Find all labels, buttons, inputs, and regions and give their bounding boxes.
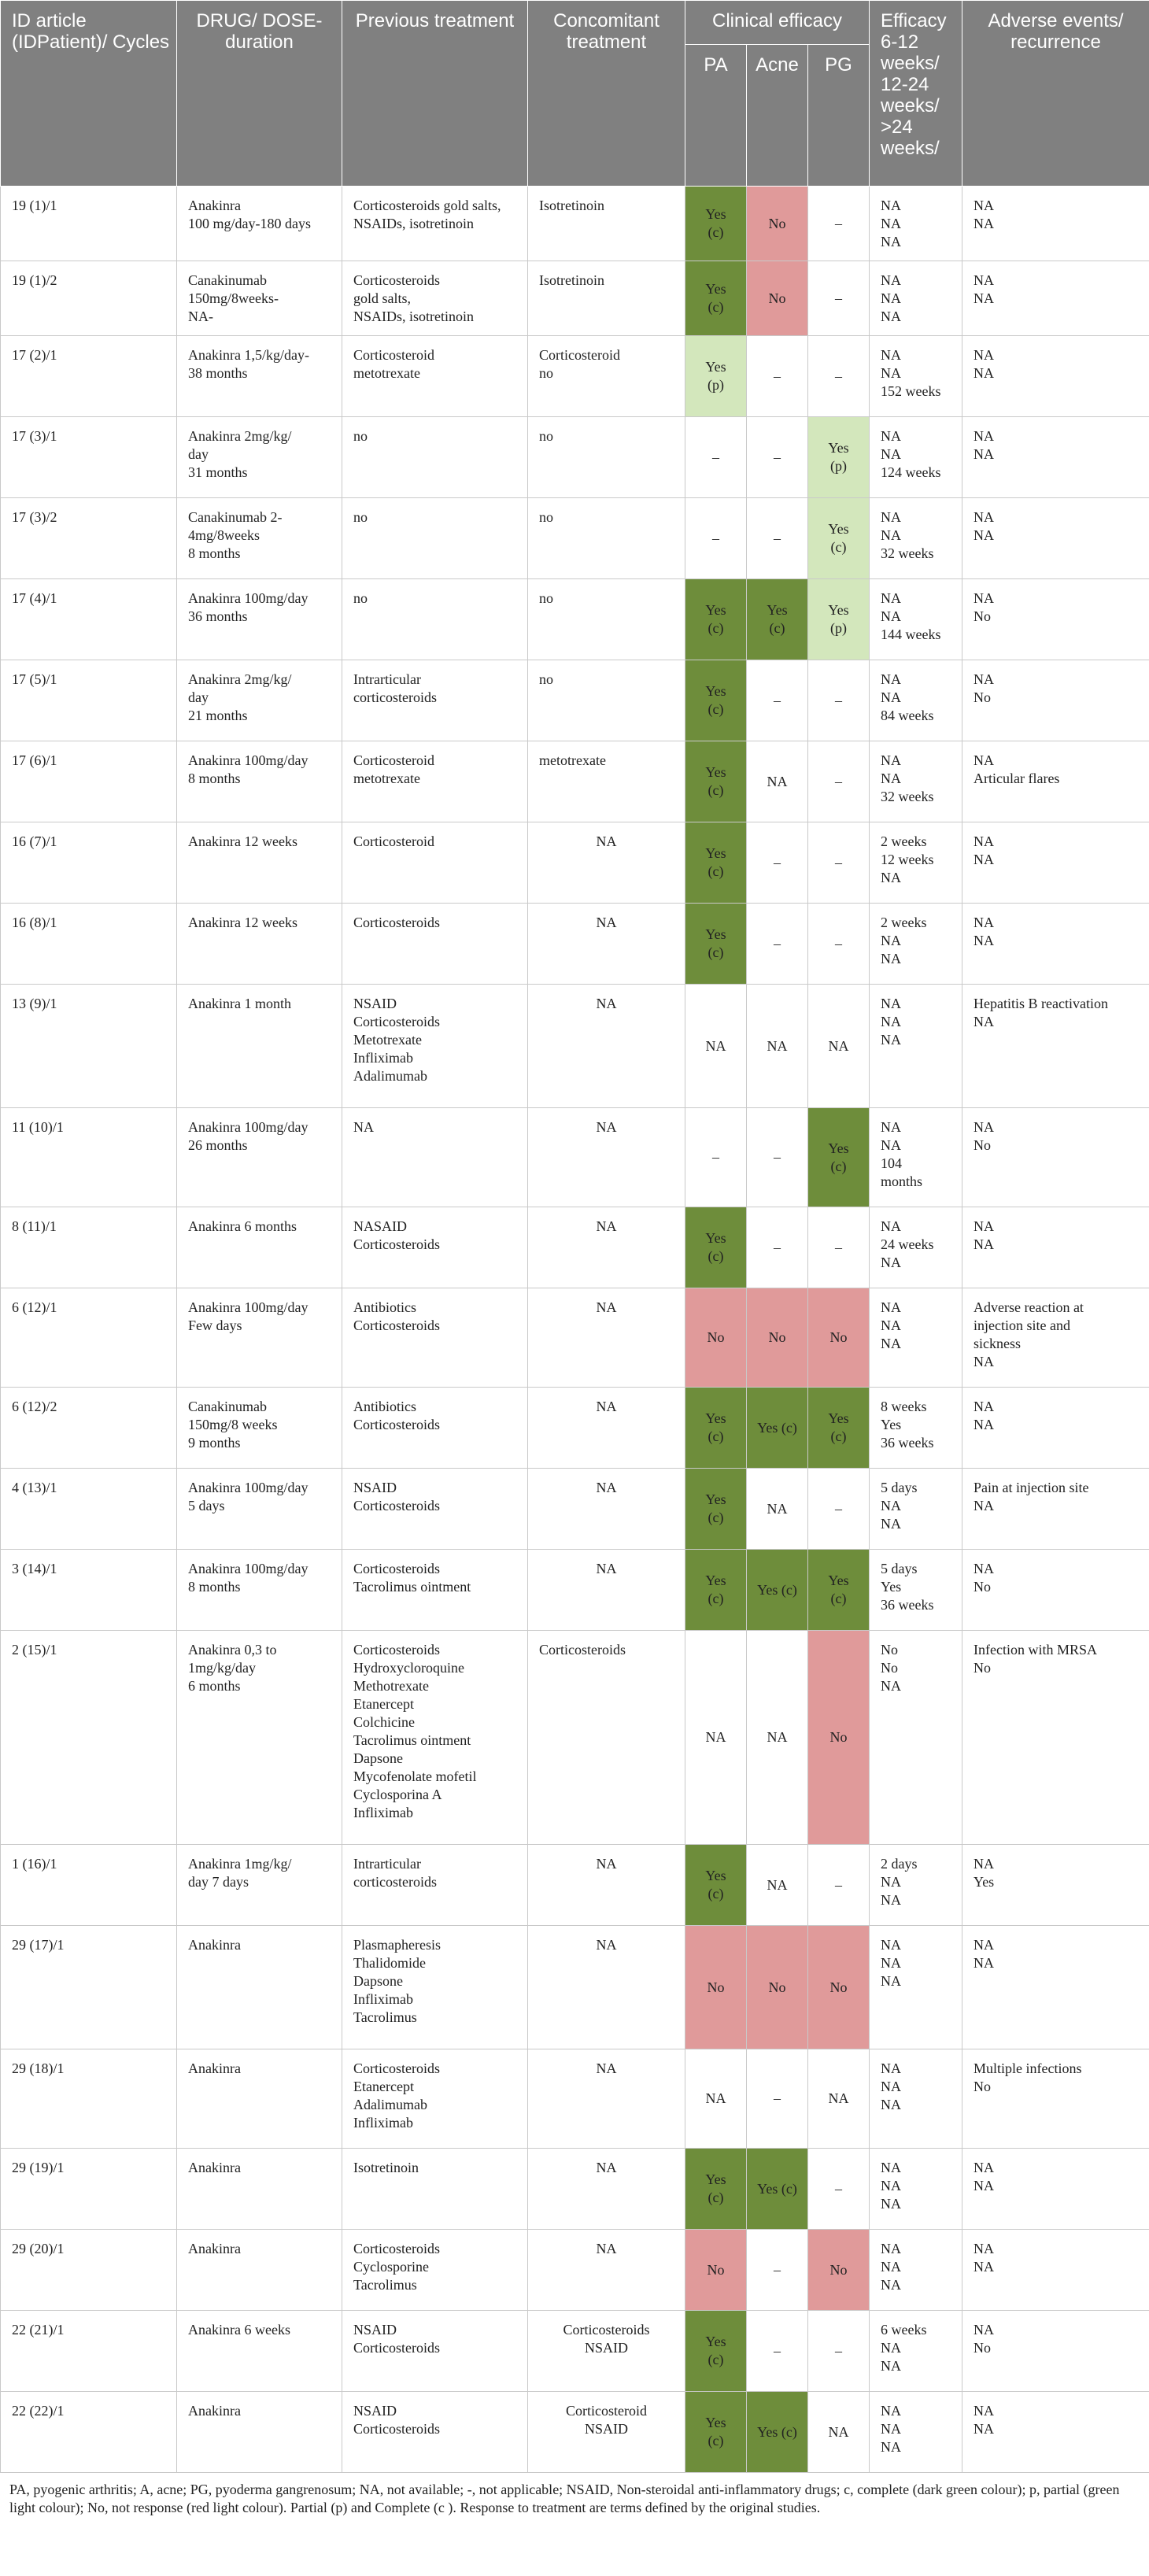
cell-adverse-events: NA NA (962, 904, 1149, 985)
cell-concomitant-treatment: NA (528, 904, 685, 985)
cell-previous-treatment: Corticosteroids Hydroxycloroquine Methotrexate Etanercept Colchicine Tacrolimus ointment Dapsone Mycofenolate mofetil Cyclosporina A Infliximab (342, 1631, 528, 1845)
cell-drug: Anakinra 100mg/day 5 days (177, 1469, 342, 1550)
cell-concomitant-treatment: NA (528, 822, 685, 904)
cell-pa: Yes (c) (685, 261, 747, 336)
cell-acne: NA (747, 1631, 808, 1845)
cell-acne: – (747, 904, 808, 985)
cell-pa: – (685, 417, 747, 498)
cell-adverse-events: Adverse reaction at injection site and sickness NA (962, 1288, 1149, 1388)
cell-acne: NA (747, 1469, 808, 1550)
header-efficacy-period: Efficacy 6-12 weeks/ 12-24 weeks/ >24 weeks/ (870, 1, 962, 187)
cell-pg: NA (808, 2392, 870, 2473)
cell-id: 17 (3)/1 (1, 417, 177, 498)
cell-acne: Yes (c) (747, 2392, 808, 2473)
cell-acne: Yes (c) (747, 2149, 808, 2230)
cell-pa: Yes (c) (685, 1845, 747, 1926)
cell-pa: No (685, 1926, 747, 2049)
cell-efficacy-period: NA NA NA (870, 2149, 962, 2230)
cell-acne: Yes (c) (747, 579, 808, 660)
cell-concomitant-treatment: Corticosteroid no (528, 336, 685, 417)
cell-concomitant-treatment: NA (528, 1288, 685, 1388)
cell-drug: Anakinra 12 weeks (177, 904, 342, 985)
cell-pg: – (808, 1207, 870, 1288)
cell-id: 22 (22)/1 (1, 2392, 177, 2473)
cell-concomitant-treatment: NA (528, 2230, 685, 2311)
header-pg: PG (808, 45, 870, 187)
cell-acne: – (747, 822, 808, 904)
cell-pg: – (808, 822, 870, 904)
cell-id: 11 (10)/1 (1, 1108, 177, 1207)
cell-id: 2 (15)/1 (1, 1631, 177, 1845)
cell-concomitant-treatment: NA (528, 1469, 685, 1550)
table-row (1, 2392, 1149, 2473)
cell-acne: No (747, 1926, 808, 2049)
cell-efficacy-period: NA NA 104 months (870, 1108, 962, 1207)
cell-efficacy-period: NA NA NA (870, 2230, 962, 2311)
cell-drug: Anakinra (177, 2392, 342, 2473)
cell-concomitant-treatment: NA (528, 1926, 685, 2049)
cell-acne: No (747, 1288, 808, 1388)
cell-drug: Anakinra (177, 1926, 342, 2049)
cell-previous-treatment: Intrarticular corticosteroids (342, 1845, 528, 1926)
cell-previous-treatment: Corticosteroid metotrexate (342, 741, 528, 822)
cell-pg: – (808, 1845, 870, 1926)
cell-concomitant-treatment: Corticosteroid NSAID (528, 2392, 685, 2473)
cell-pa: Yes (c) (685, 1207, 747, 1288)
cell-acne: – (747, 660, 808, 741)
cell-concomitant-treatment: no (528, 579, 685, 660)
cell-adverse-events: NA No (962, 660, 1149, 741)
cell-efficacy-period: NA NA 32 weeks (870, 741, 962, 822)
cell-adverse-events: NA No (962, 2311, 1149, 2392)
cell-adverse-events: NA Yes (962, 1845, 1149, 1926)
cell-drug: Anakinra 100mg/day 8 months (177, 1550, 342, 1631)
cell-previous-treatment: Intrarticular corticosteroids (342, 660, 528, 741)
cell-pa: NA (685, 1631, 747, 1845)
cell-previous-treatment: NA (342, 1108, 528, 1207)
cell-pg: Yes (p) (808, 417, 870, 498)
cell-concomitant-treatment: metotrexate (528, 741, 685, 822)
cell-id: 3 (14)/1 (1, 1550, 177, 1631)
cell-adverse-events: NA No (962, 1108, 1149, 1207)
cell-concomitant-treatment: no (528, 498, 685, 579)
cell-previous-treatment: Plasmapheresis Thalidomide Dapsone Infliximab Tacrolimus (342, 1926, 528, 2049)
header-clinical-efficacy: Clinical efficacy (685, 1, 870, 45)
cell-id: 29 (18)/1 (1, 2049, 177, 2149)
cell-id: 13 (9)/1 (1, 985, 177, 1108)
cell-drug: Anakinra 1,5/kg/day- 38 months (177, 336, 342, 417)
cell-acne: – (747, 2049, 808, 2149)
table-row (1, 1550, 1149, 1631)
cell-previous-treatment: Isotretinoin (342, 2149, 528, 2230)
cell-adverse-events: NA NA (962, 1207, 1149, 1288)
cell-adverse-events: NA NA (962, 2392, 1149, 2473)
cell-drug: Canakinumab 2- 4mg/8weeks 8 months (177, 498, 342, 579)
cell-acne: No (747, 187, 808, 261)
cell-id: 6 (12)/1 (1, 1288, 177, 1388)
cell-acne: – (747, 2311, 808, 2392)
cell-drug: Anakinra (177, 2049, 342, 2149)
cell-pg: – (808, 261, 870, 336)
table-row (1, 660, 1149, 741)
cell-adverse-events: NA NA (962, 2230, 1149, 2311)
cell-drug: Anakinra 1 month (177, 985, 342, 1108)
cell-pg: – (808, 2149, 870, 2230)
cell-adverse-events: Pain at injection site NA (962, 1469, 1149, 1550)
cell-adverse-events: NA NA (962, 1388, 1149, 1469)
header-id: ID article (IDPatient)/ Cycles (1, 1, 177, 187)
cell-concomitant-treatment: Isotretinoin (528, 187, 685, 261)
cell-id: 22 (21)/1 (1, 2311, 177, 2392)
table-row (1, 904, 1149, 985)
cell-pa: Yes (c) (685, 2392, 747, 2473)
table-row (1, 1631, 1149, 1845)
cell-previous-treatment: NSAID Corticosteroids (342, 2392, 528, 2473)
cell-previous-treatment: no (342, 417, 528, 498)
cell-concomitant-treatment: Isotretinoin (528, 261, 685, 336)
cell-acne: – (747, 1207, 808, 1288)
cell-previous-treatment: Corticosteroids gold salts, NSAIDs, isotretinoin (342, 187, 528, 261)
cell-previous-treatment: Corticosteroid metotrexate (342, 336, 528, 417)
cell-previous-treatment: no (342, 579, 528, 660)
table-row (1, 1207, 1149, 1288)
cell-pg: No (808, 1631, 870, 1845)
cell-efficacy-period: NA NA NA (870, 2392, 962, 2473)
cell-drug: Anakinra 6 months (177, 1207, 342, 1288)
cell-adverse-events: Hepatitis B reactivation NA (962, 985, 1149, 1108)
cell-pa: Yes (c) (685, 2311, 747, 2392)
cell-acne: – (747, 498, 808, 579)
cell-efficacy-period: NA NA NA (870, 187, 962, 261)
cell-pg: Yes (c) (808, 498, 870, 579)
cell-efficacy-period: NA NA 144 weeks (870, 579, 962, 660)
cell-id: 29 (19)/1 (1, 2149, 177, 2230)
cell-id: 19 (1)/2 (1, 261, 177, 336)
table-row (1, 822, 1149, 904)
header-acne: Acne (747, 45, 808, 187)
cell-efficacy-period: 2 weeks NA NA (870, 904, 962, 985)
cell-pg: – (808, 1469, 870, 1550)
cell-efficacy-period: 2 days NA NA (870, 1845, 962, 1926)
cell-acne: – (747, 417, 808, 498)
cell-pa: Yes (c) (685, 1550, 747, 1631)
table-row (1, 1469, 1149, 1550)
table-row (1, 2311, 1149, 2392)
cell-pg: Yes (c) (808, 1108, 870, 1207)
cell-pg: Yes (c) (808, 1388, 870, 1469)
cell-pa: NA (685, 2049, 747, 2149)
table-row (1, 579, 1149, 660)
cell-efficacy-period: 6 weeks NA NA (870, 2311, 962, 2392)
cell-concomitant-treatment: no (528, 417, 685, 498)
cell-pa: Yes (c) (685, 2149, 747, 2230)
cell-pa: Yes (p) (685, 336, 747, 417)
cell-efficacy-period: 2 weeks 12 weeks NA (870, 822, 962, 904)
cell-id: 29 (20)/1 (1, 2230, 177, 2311)
table-row (1, 1388, 1149, 1469)
header-concomitant: Concomitant treatment (528, 1, 685, 187)
cell-pg: – (808, 187, 870, 261)
cell-efficacy-period: NA NA NA (870, 261, 962, 336)
header-pa: PA (685, 45, 747, 187)
cell-drug: Canakinumab 150mg/8 weeks 9 months (177, 1388, 342, 1469)
cell-adverse-events: NA NA (962, 187, 1149, 261)
table-row (1, 1288, 1149, 1388)
cell-previous-treatment: Corticosteroids gold salts, NSAIDs, isotretinoin (342, 261, 528, 336)
cell-previous-treatment: Corticosteroid (342, 822, 528, 904)
cell-id: 17 (5)/1 (1, 660, 177, 741)
cell-previous-treatment: NSAID Corticosteroids (342, 2311, 528, 2392)
cell-pa: – (685, 1108, 747, 1207)
cell-id: 17 (2)/1 (1, 336, 177, 417)
cell-previous-treatment: NASAID Corticosteroids (342, 1207, 528, 1288)
table-row (1, 261, 1149, 336)
cell-pg: – (808, 336, 870, 417)
cell-pg: – (808, 2311, 870, 2392)
table-row (1, 1926, 1149, 2049)
cell-adverse-events: NA NA (962, 822, 1149, 904)
cell-acne: Yes (c) (747, 1550, 808, 1631)
cell-pa: – (685, 498, 747, 579)
cell-efficacy-period: NA 24 weeks NA (870, 1207, 962, 1288)
cell-adverse-events: NA NA (962, 2149, 1149, 2230)
cell-previous-treatment: NSAID Corticosteroids Metotrexate Infliximab Adalimumab (342, 985, 528, 1108)
cell-pa: No (685, 1288, 747, 1388)
header-previous: Previous treatment (342, 1, 528, 187)
cell-drug: Anakinra 6 weeks (177, 2311, 342, 2392)
cell-acne: No (747, 261, 808, 336)
cell-efficacy-period: NA NA 32 weeks (870, 498, 962, 579)
cell-acne: – (747, 336, 808, 417)
cell-efficacy-period: NA NA NA (870, 1926, 962, 2049)
cell-pa: Yes (c) (685, 741, 747, 822)
cell-drug: Anakinra 12 weeks (177, 822, 342, 904)
cell-adverse-events: NA NA (962, 1926, 1149, 2049)
cell-acne: NA (747, 1845, 808, 1926)
cell-concomitant-treatment: NA (528, 1845, 685, 1926)
cell-adverse-events: Infection with MRSA No (962, 1631, 1149, 1845)
cell-pg: – (808, 660, 870, 741)
cell-pg: No (808, 1926, 870, 2049)
cell-drug: Anakinra (177, 2149, 342, 2230)
cell-acne: Yes (c) (747, 1388, 808, 1469)
cell-drug: Canakinumab 150mg/8weeks- NA- (177, 261, 342, 336)
cell-efficacy-period: No No NA (870, 1631, 962, 1845)
cell-pa: Yes (c) (685, 579, 747, 660)
cell-concomitant-treatment: Corticosteroids NSAID (528, 2311, 685, 2392)
cell-pg: NA (808, 985, 870, 1108)
cell-efficacy-period: NA NA 84 weeks (870, 660, 962, 741)
cell-drug: Anakinra 100mg/day 36 months (177, 579, 342, 660)
cell-id: 16 (7)/1 (1, 822, 177, 904)
cell-efficacy-period: 5 days NA NA (870, 1469, 962, 1550)
cell-efficacy-period: NA NA 152 weeks (870, 336, 962, 417)
header-adverse: Adverse events/ recurrence (962, 1, 1149, 187)
table-row (1, 2049, 1149, 2149)
cell-pg: NA (808, 2049, 870, 2149)
cell-concomitant-treatment: NA (528, 1550, 685, 1631)
cell-pg: – (808, 741, 870, 822)
cell-adverse-events: Multiple infections No (962, 2049, 1149, 2149)
cell-previous-treatment: no (342, 498, 528, 579)
cell-previous-treatment: Corticosteroids Etanercept Adalimumab Infliximab (342, 2049, 528, 2149)
cell-concomitant-treatment: NA (528, 1388, 685, 1469)
table-row (1, 741, 1149, 822)
cell-pa: Yes (c) (685, 1388, 747, 1469)
cell-id: 17 (4)/1 (1, 579, 177, 660)
cell-adverse-events: NA NA (962, 417, 1149, 498)
cell-id: 17 (3)/2 (1, 498, 177, 579)
cell-pa: Yes (c) (685, 1469, 747, 1550)
cell-id: 4 (13)/1 (1, 1469, 177, 1550)
cell-pa: NA (685, 985, 747, 1108)
cell-acne: NA (747, 985, 808, 1108)
cell-drug: Anakinra 100 mg/day-180 days (177, 187, 342, 261)
cell-concomitant-treatment: NA (528, 985, 685, 1108)
cell-previous-treatment: Antibiotics Corticosteroids (342, 1288, 528, 1388)
cell-efficacy-period: NA NA 124 weeks (870, 417, 962, 498)
cell-pg: Yes (c) (808, 1550, 870, 1631)
cell-efficacy-period: NA NA NA (870, 1288, 962, 1388)
cell-previous-treatment: Corticosteroids Cyclosporine Tacrolimus (342, 2230, 528, 2311)
cell-pa: Yes (c) (685, 822, 747, 904)
cell-pa: No (685, 2230, 747, 2311)
table-row (1, 985, 1149, 1108)
cell-acne: – (747, 2230, 808, 2311)
cell-drug: Anakinra 100mg/day Few days (177, 1288, 342, 1388)
cell-previous-treatment: NSAID Corticosteroids (342, 1469, 528, 1550)
cell-adverse-events: NA NA (962, 498, 1149, 579)
cell-acne: NA (747, 741, 808, 822)
cell-efficacy-period: NA NA NA (870, 985, 962, 1108)
cell-id: 8 (11)/1 (1, 1207, 177, 1288)
table-footnote: PA, pyogenic arthritis; A, acne; PG, pyoderma gangrenosum; NA, not available; -, not applicable; NSAID, Non-steroidal anti-inflammatory drugs; c, complete (dark green colour); p, partial (green light colour); No, not response (red light colour). Partial (p) and Complete (c ). Response to treatment are terms defined by the original studies. (9, 2482, 1120, 2515)
cell-id: 19 (1)/1 (1, 187, 177, 261)
cell-pa: Yes (c) (685, 660, 747, 741)
cell-pg: No (808, 2230, 870, 2311)
table-row (1, 1108, 1149, 1207)
cell-drug: Anakinra 2mg/kg/ day 31 months (177, 417, 342, 498)
cell-concomitant-treatment: NA (528, 1108, 685, 1207)
cell-concomitant-treatment: Corticosteroids (528, 1631, 685, 1845)
cell-efficacy-period: NA NA NA (870, 2049, 962, 2149)
cell-id: 6 (12)/2 (1, 1388, 177, 1469)
cell-id: 16 (8)/1 (1, 904, 177, 985)
cell-concomitant-treatment: NA (528, 1207, 685, 1288)
cell-efficacy-period: 5 days Yes 36 weeks (870, 1550, 962, 1631)
table-row (1, 2149, 1149, 2230)
cell-drug: Anakinra 100mg/day 8 months (177, 741, 342, 822)
cell-concomitant-treatment: NA (528, 2149, 685, 2230)
table-row (1, 2230, 1149, 2311)
cell-drug: Anakinra 2mg/kg/ day 21 months (177, 660, 342, 741)
cell-pg: – (808, 904, 870, 985)
cell-pg: Yes (p) (808, 579, 870, 660)
cell-id: 17 (6)/1 (1, 741, 177, 822)
cell-drug: Anakinra (177, 2230, 342, 2311)
cell-adverse-events: NA Articular flares (962, 741, 1149, 822)
header-drug: DRUG/ DOSE-duration (177, 1, 342, 187)
cell-acne: – (747, 1108, 808, 1207)
cell-adverse-events: NA NA (962, 336, 1149, 417)
cell-concomitant-treatment: NA (528, 2049, 685, 2149)
cell-drug: Anakinra 1mg/kg/ day 7 days (177, 1845, 342, 1926)
cell-previous-treatment: Corticosteroids Tacrolimus ointment (342, 1550, 528, 1631)
cell-drug: Anakinra 100mg/day 26 months (177, 1108, 342, 1207)
cell-adverse-events: NA No (962, 579, 1149, 660)
table-row (1, 417, 1149, 498)
table-row (1, 187, 1149, 261)
cell-previous-treatment: Antibiotics Corticosteroids (342, 1388, 528, 1469)
cell-pa: Yes (c) (685, 904, 747, 985)
cell-concomitant-treatment: no (528, 660, 685, 741)
cell-id: 1 (16)/1 (1, 1845, 177, 1926)
table-row (1, 1845, 1149, 1926)
cell-pa: Yes (c) (685, 187, 747, 261)
cell-adverse-events: NA No (962, 1550, 1149, 1631)
cell-pg: No (808, 1288, 870, 1388)
cell-id: 29 (17)/1 (1, 1926, 177, 2049)
table-row (1, 498, 1149, 579)
cell-previous-treatment: Corticosteroids (342, 904, 528, 985)
table-row (1, 336, 1149, 417)
cell-efficacy-period: 8 weeks Yes 36 weeks (870, 1388, 962, 1469)
cell-drug: Anakinra 0,3 to 1mg/kg/day 6 months (177, 1631, 342, 1845)
cell-adverse-events: NA NA (962, 261, 1149, 336)
